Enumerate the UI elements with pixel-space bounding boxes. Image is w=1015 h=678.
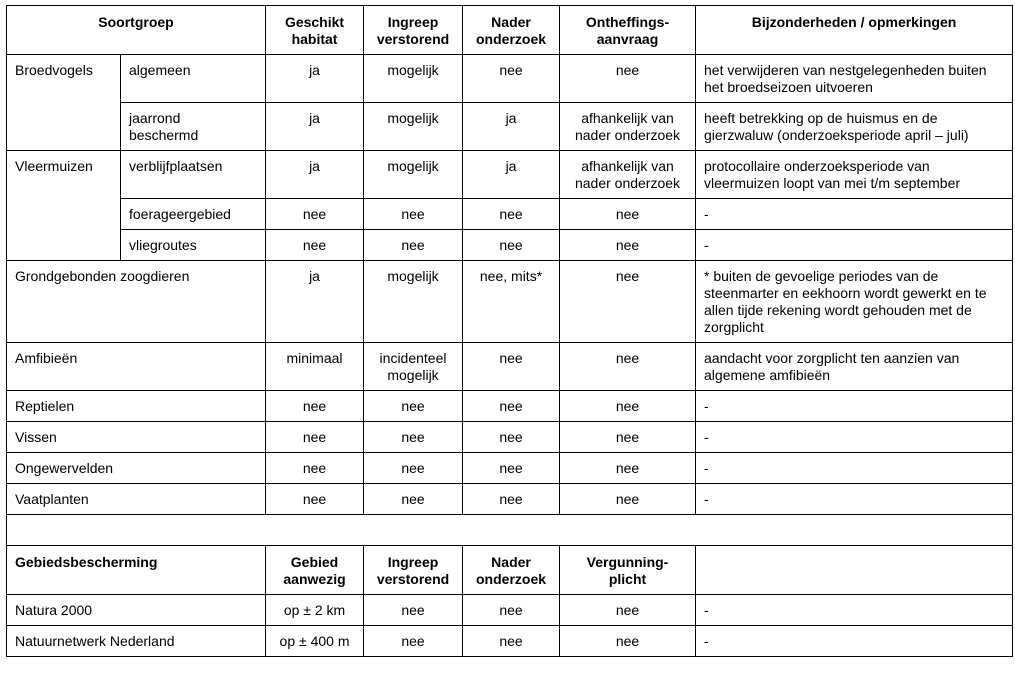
cell-nader: nee [463,55,560,103]
cell-opmerking: - [696,453,1013,484]
group-grondgebonden-zoogdieren: Grondgebonden zoogdieren [7,261,266,343]
species-protection-table [6,5,1013,657]
header-blank [696,546,1013,595]
cell-opmerking: - [696,199,1013,230]
cell-nader: nee [463,343,560,391]
header-gebied-aanwezig: Gebied aanwezig [266,546,364,595]
cell-vergunning: nee [560,595,696,626]
cell-habitat: nee [266,230,364,261]
cell-habitat: nee [266,422,364,453]
cell-habitat: nee [266,391,364,422]
header-bijzonderheden: Bijzonderheden / opmerkingen [696,6,1013,55]
cell-ingreep: nee [364,595,463,626]
cell-opmerking: - [696,626,1013,657]
cell-vergunning: nee [560,626,696,657]
spacer-row [7,515,1013,546]
cell-habitat: nee [266,484,364,515]
cell-ingreep: nee [364,453,463,484]
header-vergunningplicht: Vergunning- plicht [560,546,696,595]
table-row [7,199,1013,230]
cell-nader: nee [463,453,560,484]
cell-ontheffing: nee [560,484,696,515]
table-row [7,343,1013,391]
cell-ingreep: mogelijk [364,151,463,199]
area-header-row [7,546,1013,595]
cell-opmerking: * buiten de gevoelige periodes van de steenmarter en eekhoorn wordt gewerkt en te allen tijde rekening wordt gehouden met de zorgplicht [696,261,1013,343]
group-broedvogels: Broedvogels [7,55,121,151]
area-name: Natura 2000 [7,595,266,626]
cell-nader: nee [463,199,560,230]
cell-opmerking: - [696,422,1013,453]
cell-opmerking: heeft betrekking op de huismus en de gierzwaluw (onderzoeksperiode april – juli) [696,103,1013,151]
header-nader-onderzoek: Nader onderzoek [463,546,560,595]
table-row [7,261,1013,343]
cell-ingreep: mogelijk [364,55,463,103]
table-row [7,55,1013,103]
cell-ingreep: nee [364,230,463,261]
cell-opmerking: - [696,391,1013,422]
cell-ontheffing: nee [560,199,696,230]
cell-opmerking: protocollaire onderzoeksperiode van vleermuizen loopt van mei t/m september [696,151,1013,199]
cell-habitat: ja [266,55,364,103]
cell-nader: nee, mits* [463,261,560,343]
spacer-cell [7,515,1013,546]
table-row [7,391,1013,422]
group-vissen: Vissen [7,422,266,453]
cell-aanwezig: op ± 2 km [266,595,364,626]
cell-ingreep: mogelijk [364,103,463,151]
cell-ingreep: nee [364,484,463,515]
cell-ingreep: nee [364,626,463,657]
cell-opmerking: - [696,230,1013,261]
cell-nader: nee [463,595,560,626]
sub-group: vliegroutes [121,230,266,261]
sub-group: foerageergebied [121,199,266,230]
table-row [7,453,1013,484]
cell-nader: nee [463,626,560,657]
table-row [7,422,1013,453]
cell-ontheffing: nee [560,261,696,343]
table-row [7,103,1013,151]
cell-nader: nee [463,230,560,261]
cell-ontheffing: nee [560,391,696,422]
cell-nader: nee [463,422,560,453]
header-nader-onderzoek: Nader onderzoek [463,6,560,55]
group-vleermuizen: Vleermuizen [7,151,121,261]
table-row [7,484,1013,515]
cell-aanwezig: op ± 400 m [266,626,364,657]
cell-nader: ja [463,103,560,151]
cell-habitat: minimaal [266,343,364,391]
cell-ontheffing: nee [560,55,696,103]
cell-ontheffing: afhankelijk van nader onderzoek [560,151,696,199]
header-geschikt-habitat: Geschikt habitat [266,6,364,55]
cell-ingreep: nee [364,391,463,422]
cell-habitat: ja [266,151,364,199]
cell-opmerking: aandacht voor zorgplicht ten aanzien van algemene amfibieën [696,343,1013,391]
group-amfibieen: Amfibieën [7,343,266,391]
group-vaatplanten: Vaatplanten [7,484,266,515]
group-reptielen: Reptielen [7,391,266,422]
header-ontheffingsaanvraag: Ontheffings- aanvraag [560,6,696,55]
cell-ontheffing: nee [560,422,696,453]
cell-opmerking: het verwijderen van nestgelegenheden buiten het broedseizoen uitvoeren [696,55,1013,103]
cell-habitat: nee [266,453,364,484]
cell-ingreep: nee [364,422,463,453]
header-ingreep-verstorend: Ingreep verstorend [364,6,463,55]
header-soortgroep: Soortgroep [7,6,266,55]
cell-habitat: ja [266,103,364,151]
cell-opmerking: - [696,595,1013,626]
cell-nader: nee [463,484,560,515]
cell-nader: nee [463,391,560,422]
header-gebiedsbescherming: Gebiedsbescherming [7,546,266,595]
sub-group: verblijfplaatsen [121,151,266,199]
cell-habitat: ja [266,261,364,343]
sub-group: jaarrond beschermd [121,103,266,151]
cell-ontheffing: nee [560,343,696,391]
cell-ingreep: incidenteel mogelijk [364,343,463,391]
cell-opmerking: - [696,484,1013,515]
cell-ingreep: nee [364,199,463,230]
area-name: Natuurnetwerk Nederland [7,626,266,657]
table-row [7,151,1013,199]
table-row [7,595,1013,626]
cell-nader: ja [463,151,560,199]
cell-ingreep: mogelijk [364,261,463,343]
cell-ontheffing: nee [560,230,696,261]
table-row [7,230,1013,261]
header-ingreep-verstorend: Ingreep verstorend [364,546,463,595]
cell-ontheffing: nee [560,453,696,484]
cell-habitat: nee [266,199,364,230]
cell-ontheffing: afhankelijk van nader onderzoek [560,103,696,151]
table-row [7,626,1013,657]
sub-group: algemeen [121,55,266,103]
document-page [6,5,1012,657]
group-ongewervelden: Ongewervelden [7,453,266,484]
species-header-row [7,6,1013,55]
